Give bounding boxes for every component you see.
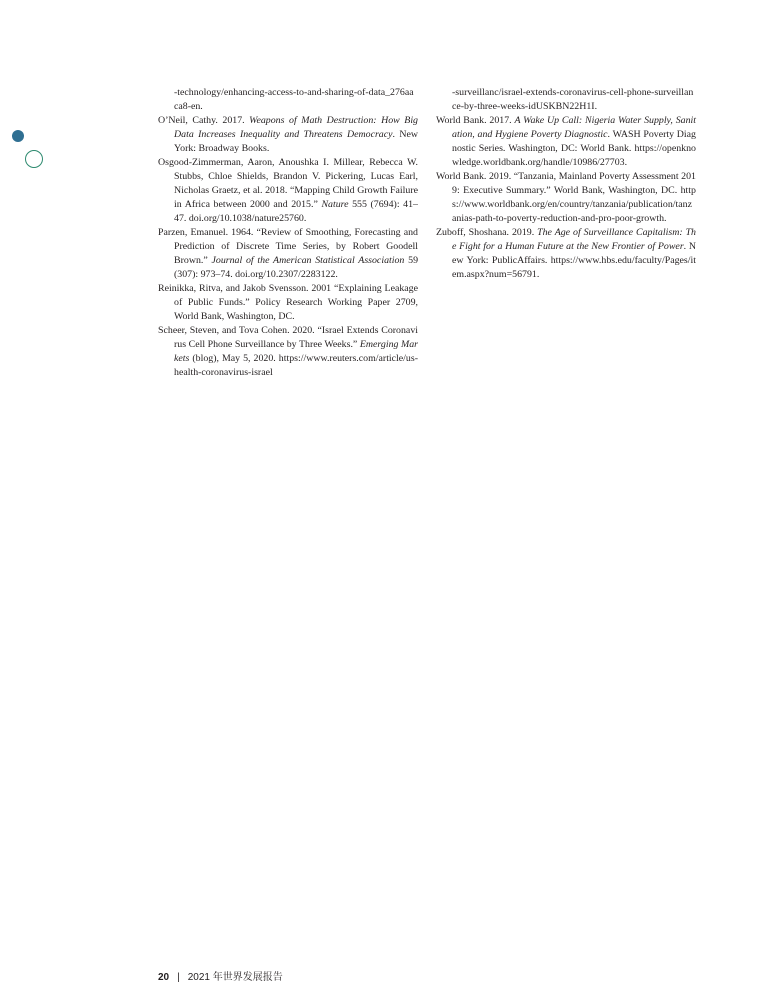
reference-entry [158,324,418,380]
reference-text: World Bank. 2017. [436,115,515,126]
reference-title: A Wake Up Call: Nigeria Water Supply, Sanitation, and Hygiene Poverty Diagnostic [452,115,696,140]
reference-title: Emerging Markets [174,339,418,364]
reference-text: World Bank. 2019. “Tanzania, Mainland Poverty Assessment 2019: Executive Summary.” World Bank, Washington, DC. https://www.worldbank.org/en/country/tanzania/publication/tanzanias-path-to-poverty-reduction-and-pro-poor-growth. [436,171,696,224]
reference-text: Zuboff, Shoshana. 2019. [436,227,538,238]
reference-text: . WASH Poverty Diagnostic Series. Washington, DC: World Bank. https://openknowledge.worldbank.org/handle/10986/27703. [452,129,696,168]
decorative-ring [25,150,43,168]
reference-entry [158,226,418,282]
reference-text: . New York: Broadway Books. [174,129,418,154]
reference-entry [158,114,418,156]
reference-text: 59 (307): 973–74. doi.org/10.2307/2283122. [174,255,419,280]
page-footer [158,968,283,983]
references-left-column [158,86,418,380]
reference-entry [158,156,418,226]
reference-title: Nature [321,199,349,210]
reference-text: (blog), May 5, 2020. https://www.reuters.com/article/us-health-coronavirus-israel [174,353,418,378]
reference-text: O’Neil, Cathy. 2017. [158,115,250,126]
reference-entry [436,114,696,170]
running-title: 2021 年世界发展报告 [187,972,283,983]
reference-title: Weapons of Math Destruction: How Big Data Increases Inequality and Threatens Democracy [174,115,418,140]
reference-entry [436,170,696,226]
reference-text: Scheer, Steven, and Tova Cohen. 2020. “Israel Extends Coronavirus Cell Phone Surveillance by Three Weeks.” [158,325,418,350]
references-right-column [436,86,696,282]
page-number: 20 [158,972,170,983]
reference-entry [436,226,696,282]
footer-separator: | [177,972,180,983]
reference-continuation: -surveillanc/israel-extends-coronavirus-cell-phone-surveillance-by-three-weeks-idUSKBN22H1I. [452,87,694,112]
reference-title: Journal of the American Statistical Association [211,255,405,266]
reference-text: Parzen, Emanuel. 1964. “Review of Smoothing, Forecasting and Prediction of Discrete Time Series, by Robert Goodell Brown.” [158,227,418,266]
reference-text: Reinikka, Ritva, and Jakob Svensson. 2001 “Explaining Leakage of Public Funds.” Policy Research Working Paper 2709, World Bank, Washington, DC. [158,283,418,322]
reference-title: The Age of Surveillance Capitalism: The Fight for a Human Future at the New Frontier of Power [452,227,696,252]
reference-text: Osgood-Zimmerman, Aaron, Anoushka I. Millear, Rebecca W. Stubbs, Chloe Shields, Brandon V. Pickering, Lucas Earl, Nicholas Graetz, et al. 2018. “Mapping Child Growth Failure in Africa between 2000 and 2015.” [158,157,418,210]
reference-text: 555 (7694): 41–47. doi.org/10.1038/nature25760. [174,199,418,224]
reference-entry [158,282,418,324]
reference-continuation: -technology/enhancing-access-to-and-sharing-of-data_276aaca8-en. [174,87,414,112]
reference-text: . New York: PublicAffairs. https://www.hbs.edu/faculty/Pages/item.aspx?num=56791. [452,241,696,280]
decorative-filled-circle [12,130,24,142]
